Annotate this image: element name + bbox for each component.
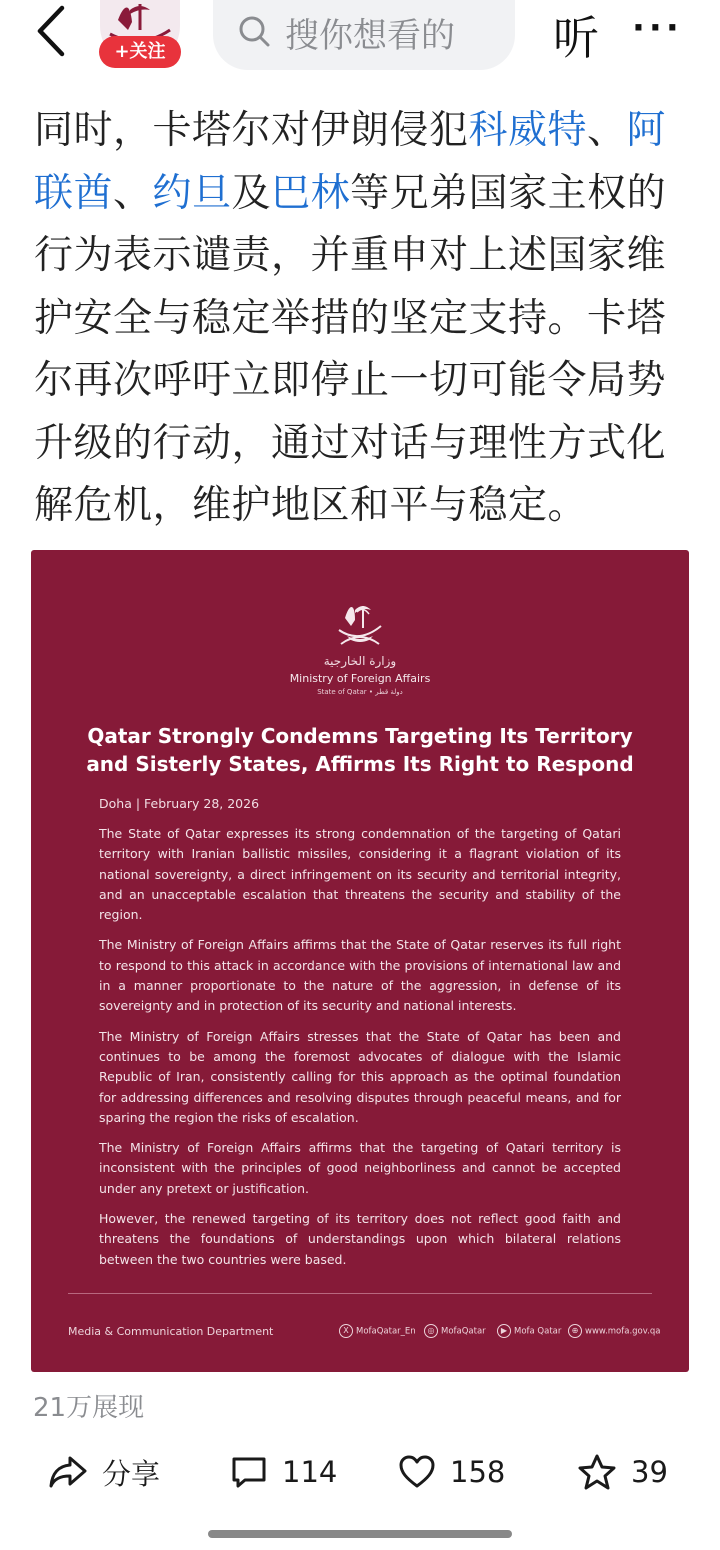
statement-body [99, 824, 621, 1280]
social-instagram-handle: MofaQatar [441, 1326, 486, 1337]
social-x [339, 1324, 416, 1338]
social-x-handle: MofaQatar_En [356, 1326, 416, 1337]
statement-paragraph: The Ministry of Foreign Affairs affirms that the State of Qatar reserves its full right to respond to this attack in accordance with the provisions of international law and in a manner proportionate to the nature of the aggression, in defense of its sovereignty and in protection of its security and national interests. [99, 937, 621, 1014]
article-text: 、 [587, 108, 627, 153]
search-input[interactable]: 搜你想看的 [285, 16, 455, 56]
statement-paragraph: The State of Qatar expresses its strong condemnation of the targeting of Qatari territory with Iranian ballistic missiles, considering it a flagrant violation of its national sovereignty, a direct infringement on its security and territorial integrity, and an unacceptable escalation that threatens the security and stability of the region. [99, 826, 621, 923]
article-text: 同时，卡塔尔对伊朗侵犯 [34, 108, 469, 153]
share-icon [48, 1454, 88, 1490]
search-bar[interactable] [213, 0, 515, 70]
comment-count: 114 [282, 1455, 338, 1489]
social-web [568, 1324, 660, 1338]
x-icon: X [339, 1324, 353, 1338]
ministry-name: Ministry of Foreign Affairs [289, 672, 431, 685]
back-button[interactable] [30, 4, 74, 58]
statement-headline: Qatar Strongly Condemns Targeting Its Territory and Sisterly States, Affirms Its Right to Respond [86, 724, 634, 776]
statement-paragraph: However, the renewed targeting of its territory does not reflect good faith and threatens the foundations of understandings upon which bilateral relations between the two countries were based. [99, 1211, 621, 1267]
ministry-arabic-title: وزارة الخارجية [323, 654, 397, 668]
article-text: 及 [231, 170, 272, 216]
listen-button[interactable]: 听 [553, 11, 599, 65]
home-indicator [208, 1530, 512, 1538]
topic-link-bahrain[interactable]: 巴林 [271, 170, 351, 216]
topic-link-kuwait[interactable]: 科威特 [468, 108, 588, 153]
article-text: 等兄弟国家主权的行为表示谴责，并重申对上述国家维护安全与稳定举措的坚定支持。卡塔尔再次呼吁立即停止一切可能令局势升级的行动，通过对话与理性方式化解危机，维护地区和平与稳定。 [34, 170, 667, 528]
social-instagram [424, 1324, 486, 1338]
topic-link-uae[interactable]: 阿联酋 [34, 108, 667, 216]
favorite-button[interactable] [577, 1448, 668, 1496]
follow-button[interactable]: +关注 [99, 36, 181, 68]
social-youtube-handle: Mofa Qatar [514, 1326, 562, 1337]
comment-button[interactable] [230, 1448, 337, 1496]
comment-icon [230, 1454, 268, 1490]
search-icon [237, 14, 273, 50]
topic-link-jordan[interactable]: 约旦 [152, 170, 232, 216]
state-name: State of Qatar • دولة قطر [317, 688, 403, 696]
share-label: 分享 [102, 1456, 161, 1491]
like-count: 158 [450, 1455, 506, 1489]
divider [68, 1293, 652, 1294]
more-button[interactable]: ··· [632, 8, 683, 48]
qatar-emblem-icon [333, 600, 387, 656]
youtube-icon: ▶ [497, 1324, 511, 1338]
globe-icon: ⊕ [568, 1324, 582, 1338]
social-web-url: www.mofa.gov.qa [585, 1326, 661, 1337]
star-icon [577, 1453, 617, 1491]
article-text: 、 [113, 170, 153, 216]
favorite-count: 39 [631, 1455, 668, 1489]
statement-paragraph: The Ministry of Foreign Affairs affirms that the targeting of Qatari territory is inconsistent with the principles of good neighborliness and cannot be accepted under any pretext or justification. [99, 1140, 621, 1196]
share-button[interactable] [48, 1448, 160, 1496]
statement-paragraph: The Ministry of Foreign Affairs stresses that the State of Qatar has been and continues to be among the foremost advocates of dialogue with the Islamic Republic of Iran, consistently calling for this approach as the optimal foundation for addressing differences and resolving disputes through peaceful means, and for sparing the region the risks of escalation. [99, 1028, 621, 1125]
statement-dateline: Doha | February 28, 2026 [99, 796, 260, 811]
top-bar [0, 0, 720, 86]
like-button[interactable] [398, 1448, 505, 1496]
chevron-left-icon [30, 4, 74, 58]
statement-image[interactable] [31, 550, 689, 1372]
article-body [34, 100, 694, 538]
footer-department: Media & Communication Department [68, 1325, 274, 1338]
instagram-icon: ◎ [424, 1324, 438, 1338]
view-count: 21万展现 [33, 1393, 145, 1423]
heart-icon [398, 1454, 436, 1490]
social-youtube [497, 1324, 561, 1338]
action-bar [0, 1440, 720, 1504]
